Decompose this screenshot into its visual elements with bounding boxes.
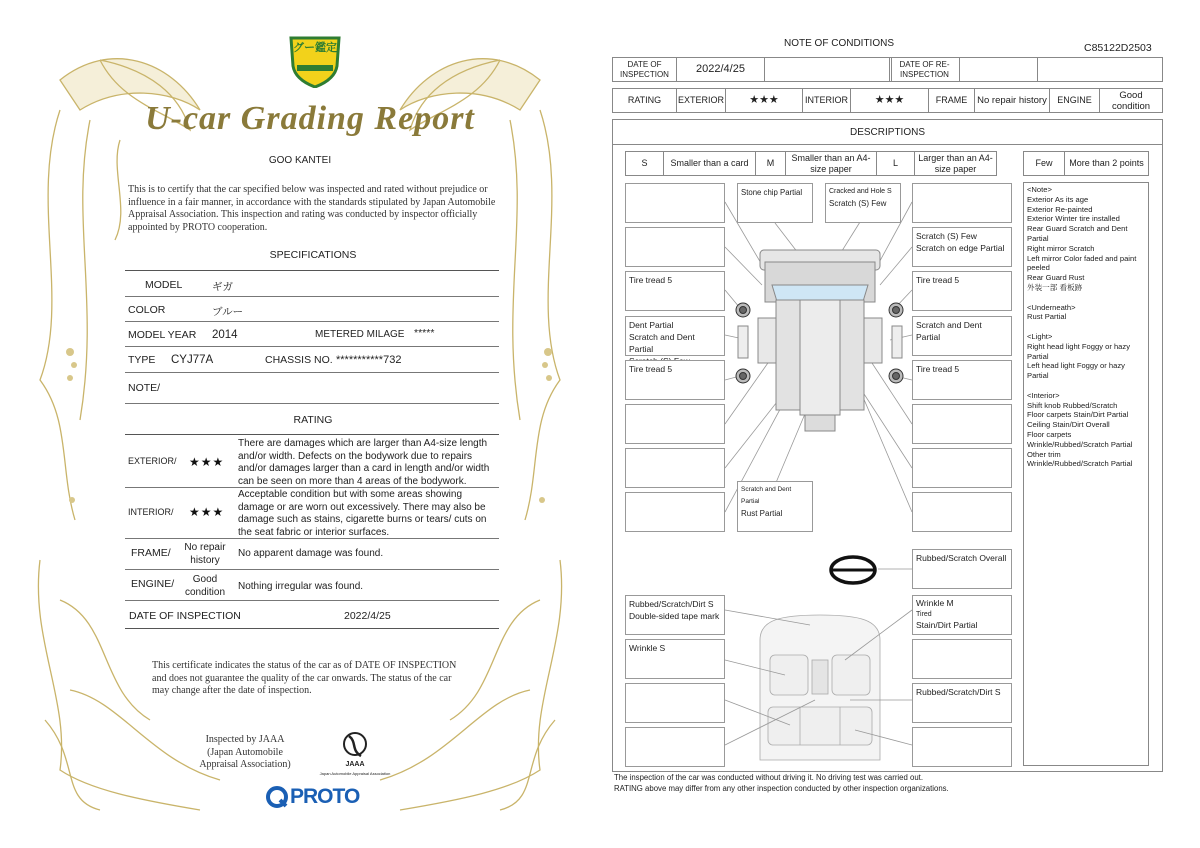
interior-right-3: [912, 683, 1012, 723]
jaaa-logo: [318, 728, 392, 780]
tire-rf-text: Tire tread 5: [916, 275, 960, 285]
conditions-title: NOTE OF CONDITIONS: [784, 38, 894, 49]
engine-description: Nothing irregular was found.: [238, 581, 364, 592]
note-line: Left head light Foggy or hazy Partial: [1027, 361, 1125, 381]
stone-chip-box: [737, 183, 813, 223]
date-value: 2022/4/25: [344, 610, 391, 622]
int-l1b-text: Double-sided tape mark: [629, 611, 720, 621]
note-line: Rust Partial: [1027, 312, 1067, 322]
cracked-main-text: Scratch (S) Few: [829, 199, 887, 208]
specs-heading: SPECIFICATIONS: [269, 249, 357, 261]
note-line: Exterior Winter tire installed: [1027, 214, 1120, 224]
ext-box-left-8: [625, 492, 725, 532]
ext-box-right-8: [912, 492, 1012, 532]
rear-main-text: Rust Partial: [741, 509, 783, 518]
int-l1a-text: Rubbed/Scratch/Dirt S: [629, 599, 714, 609]
note-line: <Interior>: [1027, 390, 1060, 400]
right-scratch2-text: Scratch on edge Partial: [916, 243, 1005, 253]
int-r2-text: Rubbed/Scratch/Dirt S: [916, 687, 1001, 697]
report-subtitle: GOO KANTEI: [268, 155, 332, 166]
interior-right-1: [912, 595, 1012, 635]
chassis-value: ***********732: [336, 354, 402, 366]
steering-text: Rubbed/Scratch Overall: [916, 553, 1007, 563]
tire-lf-text: Tire tread 5: [629, 275, 673, 285]
stone-chip-text: Stone chip Partial: [741, 188, 803, 197]
interior-stars: ★★★: [189, 505, 225, 519]
frame-value: No repair history: [184, 542, 226, 566]
inspected-by: Inspected by JAAA (Japan Automobile Appraisal Association): [199, 734, 291, 770]
note-line: Rear Guard Rust: [1027, 273, 1085, 283]
tire-rr-box: [912, 360, 1012, 400]
int-r1a-text: Wrinkle M: [916, 598, 954, 608]
int-r1b-text: Tired: [916, 611, 932, 618]
interior-left-1: [625, 595, 725, 635]
reinspection-label: DATE OF RE-INSPECTION: [889, 58, 959, 81]
note-line: Rear Guard Scratch and Dent Partial: [1027, 224, 1128, 243]
jaaa-logo-text: JAAA: [345, 761, 365, 768]
cracked-small-text: Cracked and Hole S: [829, 188, 892, 195]
note-line: <Note>: [1027, 185, 1052, 194]
right-scratch-box: [912, 227, 1012, 267]
interior-label: INTERIOR/: [128, 507, 174, 517]
tire-lf-box: [625, 271, 725, 311]
report-title: U-car Grading Report: [145, 100, 475, 137]
cracked-box: [825, 183, 901, 223]
engine-label: ENGINE/: [131, 578, 175, 590]
rear-small-text: Scratch and Dent Partial: [741, 486, 792, 505]
steering-box: [912, 549, 1012, 589]
note-line: 外装一部 看板跡: [1027, 282, 1083, 292]
descriptions-heading: DESCRIPTIONS: [613, 120, 1162, 145]
left-side-box: [625, 316, 725, 356]
note-line: Shift knob Rubbed/Scratch: [1027, 400, 1118, 410]
rating-label: RATING: [627, 95, 662, 105]
note-line: Ceiling Stain/Dirt Overall: [1027, 420, 1110, 430]
ext-box-left-1: [625, 183, 725, 223]
engine-value: Good condition: [184, 574, 226, 598]
exterior-description: There are damages which are larger than A4-size length and/or width. Defects on the bodywork due to repairs and/or damages larger than a card in length and/or width can be seen on more than 4 areas of the bodywork.: [238, 438, 490, 487]
steering-wheel-icon: [831, 557, 875, 583]
metered-value: *****: [414, 327, 435, 339]
model-value: ギガ: [212, 281, 233, 293]
legend-l-desc: Larger than an A4-size paper: [914, 152, 996, 175]
interior-right-2-blank: [912, 639, 1012, 679]
tire-rf-box: [912, 271, 1012, 311]
proto-logo: [266, 784, 370, 810]
note-line: <Underneath>: [1027, 302, 1076, 312]
interior-stars: ★★★: [850, 89, 928, 112]
note-line: Other trim: [1027, 449, 1061, 459]
frame-label: FRAME: [928, 89, 974, 112]
model-year-value: 2014: [212, 329, 238, 341]
note-line: Wrinkle/Rubbed/Scratch Partial: [1027, 459, 1133, 469]
badge-text: グー鑑定: [293, 42, 337, 54]
goo-kantei-badge: [287, 32, 343, 88]
legend-m: M: [755, 152, 785, 175]
proto-mark-icon: [266, 786, 288, 808]
tire-lr-text: Tire tread 5: [629, 364, 673, 374]
rating-heading: RATING: [293, 414, 333, 426]
exterior-label: EXTERIOR: [676, 89, 725, 112]
note-line: Exterior Re-painted: [1027, 204, 1093, 214]
rear-box: [737, 481, 813, 532]
note-line: <Light>: [1027, 331, 1053, 341]
date-label: DATE OF INSPECTION: [129, 610, 241, 622]
note-line: Exterior As its age: [1027, 194, 1089, 204]
jaaa-logo-sub: Japan Automobile Appraisal Association: [319, 771, 391, 776]
ext-box-left-6: [625, 404, 725, 444]
note-line: Right head light Foggy or hazy Partial: [1027, 341, 1130, 361]
interior-left-2: [625, 639, 725, 679]
metered-label: METERED MILAGE: [315, 329, 405, 340]
engine-value: Good condition: [1099, 89, 1162, 112]
interior-right-4: [912, 727, 1012, 767]
ext-box-right-7: [912, 448, 1012, 488]
dent-partial-text: Dent Partial: [629, 320, 674, 330]
legend-s: S: [641, 158, 648, 168]
shield-icon: [287, 32, 343, 88]
legend-few: Few: [1035, 158, 1053, 168]
exterior-stars: ★★★: [725, 89, 802, 112]
date-of-inspection-label: DATE OF INSPECTION: [620, 59, 669, 79]
color-label: COLOR: [128, 304, 166, 316]
note-label: NOTE/: [128, 382, 161, 394]
ext-box-left-2: [625, 227, 725, 267]
frame-description: No apparent damage was found.: [238, 548, 384, 559]
color-value: ブルー: [212, 306, 244, 318]
tire-lr-box: [625, 360, 725, 400]
model-label: MODEL: [145, 279, 183, 291]
legend-few-desc: More than 2 points: [1064, 152, 1148, 175]
tire-rr-text: Tire tread 5: [916, 364, 960, 374]
note-line: Left mirror Color faded and paint peeled: [1027, 253, 1137, 273]
conditions-footer-2: RATING above may differ from any other inspection conducted by other inspection organizations.: [614, 784, 949, 793]
legend-l: L: [876, 152, 914, 175]
ext-box-left-7: [625, 448, 725, 488]
chassis-label: CHASSIS NO.: [265, 354, 333, 366]
int-l2-text: Wrinkle S: [629, 643, 666, 653]
proto-logo-text: PROTO: [290, 785, 360, 808]
right-scratch-dent-text: Scratch and Dent Partial: [916, 320, 982, 342]
interior-left-3: [625, 683, 725, 723]
exterior-stars: ★★★: [189, 455, 225, 469]
note-line: Floor carpets: [1027, 429, 1072, 439]
legend-s-desc: Smaller than a card: [663, 152, 755, 175]
engine-label: ENGINE: [1049, 89, 1099, 112]
right-scratch1-text: Scratch (S) Few: [916, 231, 977, 241]
note-of-conditions: [600, 0, 1200, 848]
note-line: Right mirror Scratch: [1027, 243, 1095, 253]
interior-description: Acceptable condition but with some areas showing damage or are worn out excessively. There may also be damage such as stains, cigarette burns or tears/ cuts on the seat fabric or interior surfaces.: [238, 489, 487, 538]
date-of-inspection-value: 2022/4/25: [676, 58, 764, 81]
model-year-label: MODEL YEAR: [128, 329, 197, 341]
interior-label: INTERIOR: [802, 89, 850, 112]
certificate-footer: This certificate indicates the status of the car as of DATE OF INSPECTION and does not guarantee the quality of the car onwards. The status of the car may change after the date of inspection.: [152, 660, 457, 696]
type-value: CYJ77A: [171, 354, 214, 366]
exterior-label: EXTERIOR/: [128, 456, 177, 466]
frame-value: No repair history: [974, 89, 1049, 112]
right-side-box: [912, 316, 1012, 356]
conditions-footer-1: The inspection of the car was conducted without driving it. No driving test was carried out.: [614, 773, 923, 782]
ext-box-right-6: [912, 404, 1012, 444]
note-line: Floor carpets Stain/Dirt Partial: [1027, 410, 1129, 420]
ext-box-right-1: [912, 183, 1012, 223]
scratch-dent-partial-text: Scratch and Dent Partial: [629, 332, 695, 354]
frame-label: FRAME/: [131, 547, 171, 559]
legend-m-desc: Smaller than an A4-size paper: [785, 152, 876, 175]
certify-statement: This is to certify that the car specified below was inspected and rated without prejudice or influence in a fair manner, in accordance with the standards stipulated by Japan Automobile Appraisal Association. This inspection and rating was conducted by inspector officially appointed by PROTO cooperation.: [128, 184, 496, 233]
int-r1c-text: Stain/Dirt Partial: [916, 620, 978, 630]
note-line: Wrinkle/Rubbed/Scratch Partial: [1027, 439, 1133, 449]
interior-left-4: [625, 727, 725, 767]
conditions-code: C85122D2503: [1084, 42, 1152, 54]
type-label: TYPE: [128, 354, 156, 366]
